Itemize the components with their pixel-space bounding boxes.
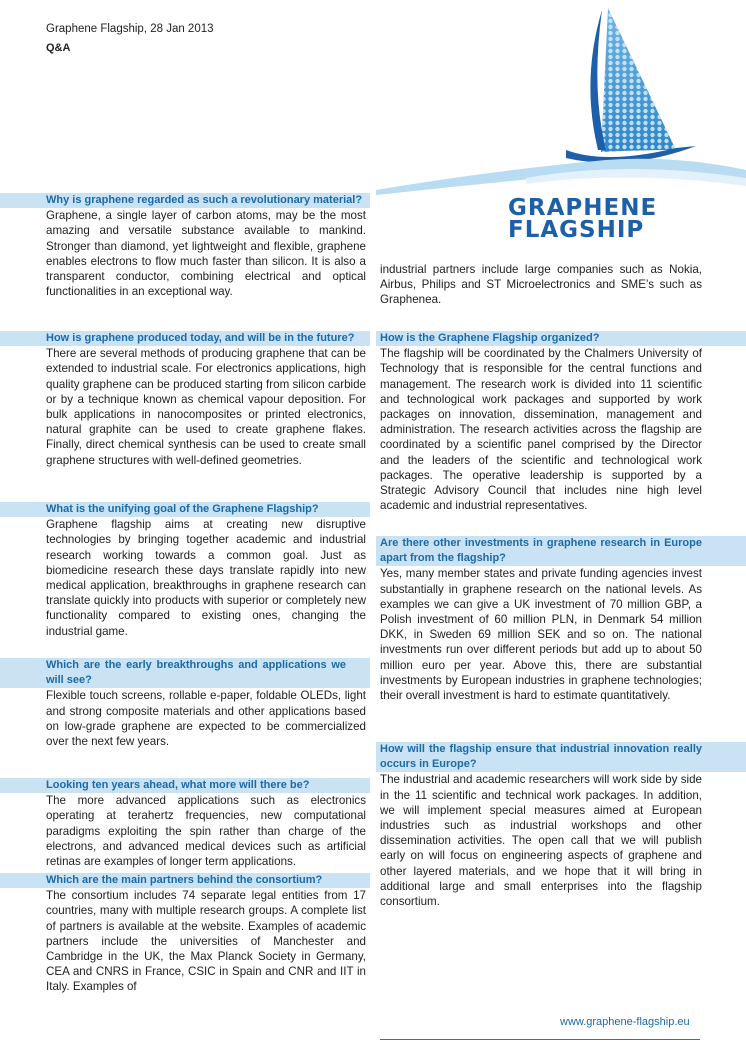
footer-divider [380,1039,700,1040]
answer: Graphene flagship aims at creating new disruptive technologies by bringing together academic and industrial research working towards a common goal. Just as biomedicine research these days translate rapidly into new medical application, breakthroughs in graphene research can translate quickly into products with superior or completely new functionality compared to existing ones, changing the industrial game. [46,518,366,638]
question: Looking ten years ahead, what more will there be? [46,779,310,791]
qa-block [46,331,366,468]
continued-text [380,262,702,308]
question: Are there other investments in graphene research in Europe apart from the flagship? [380,537,702,565]
question: How will the flagship ensure that industrial innovation really occurs in Europe? [380,743,702,771]
qa-block [46,502,366,639]
question: How is the Graphene Flagship organized? [380,332,600,344]
qa-block [46,658,366,749]
header-qa: Q&A [46,42,71,54]
qa-block [46,778,366,869]
qa-block [46,193,366,299]
question: How is graphene produced today, and will be in the future? [46,332,355,344]
answer: The more advanced applications such as electronics operating at terahertz frequencies, new computational paradigms exploiting the spin rather than charge of the electrons, and advanced medical devices such as artificial retinas are examples of longer term applications. [46,794,366,869]
sail-logo-icon [376,0,746,195]
answer: Flexible touch screens, rollable e-paper, foldable OLEDs, light and strong composite materials and other applications based on low-grade graphene are expected to be commercialized over the next few years. [46,689,366,749]
qa-block [46,873,366,995]
question: Which are the main partners behind the consortium? [46,874,323,886]
question: Which are the early breakthroughs and applications we will see? [46,659,346,687]
question: What is the unifying goal of the Graphene Flagship? [46,503,319,515]
answer: Yes, many member states and private funding agencies invest substantially in graphene research on the national levels. As examples we can give a UK investment of 70 million GBP, a Polish investment of 60 million PLN, in Denmark 54 million DKK, in Sweden 69 million SEK and so on. The national investments run over different periods but add up to about 50 million euro per year. Above this, there are substantial investments by European industries in graphene technologies; their overall investment is hard to estimate quantitatively. [380,567,702,703]
answer: Graphene, a single layer of carbon atoms, may be the most amazing and versatile substance available to mankind. Stronger than diamond, yet lightweight and flexible, graphene enables electrons to flow much faster than silicon. It is also a transparent conductor, combining electrical and optical functionalities in an exceptional way. [46,209,366,299]
answer-continued: industrial partners include large companies such as Nokia, Airbus, Philips and ST Microelectronics and SME’s such as Graphenea. [380,263,702,307]
answer: The consortium includes 74 separate legal entities from 17 countries, many with multiple research groups. A complete list of partners is available at the website. Examples of academic partners include the universities of Manchester and Cambridge in the UK, the Max Planck Society in Germany, CEA and CNRS in France, CSIC in Spain and CNR and IIT in Italy. Examples of [46,889,366,994]
question: Why is graphene regarded as such a revolutionary material? [46,194,363,206]
answer: The industrial and academic researchers will work side by side in the 11 scientific and technical work packages. In addition, we will implement special measures aimed at European industries such as industrial workshops and other dissemination activities. The open call that we will publish early on will focus on engineering aspects of graphene and other layered materials, and we hope that it will bring in additional large and small enterprises into the flagship consortium. [380,773,702,909]
logo-line-2: FLAGSHIP [508,217,645,243]
qa-block [380,742,702,909]
qa-block [380,331,702,513]
qa-block [380,536,702,703]
header-date: Graphene Flagship, 28 Jan 2013 [46,23,214,35]
answer: There are several methods of producing graphene that can be extended to industrial scale. For electronics applications, high quality graphene can be produced starting from silicon carbide or by a technique known as chemical vapour deposition. For bulk applications in nanocomposites or printed electronics, natural graphite can be used to create graphene flakes. Finally, direct chemical synthesis can be used to create small graphene structures with well-defined geometries. [46,347,366,467]
answer: The flagship will be coordinated by the Chalmers University of Technology that is responsible for the central functions and management. The research work is divided into 11 scientific and technological work packages and supported by work packages on innovation, dissemination, management and administration. The research activities across the flagship are coordinated by a scientific panel comprised by the Director and the leaders of the scientific and technological work packages. The operative leadership is supported by a Strategic Advisory Council that includes nine high level academic and industrial representatives. [380,347,702,513]
website-link[interactable]: www.graphene-flagship.eu [560,1016,690,1028]
logo-wordmark [508,197,708,241]
logo-line-1: GRAPHENE [508,195,658,221]
